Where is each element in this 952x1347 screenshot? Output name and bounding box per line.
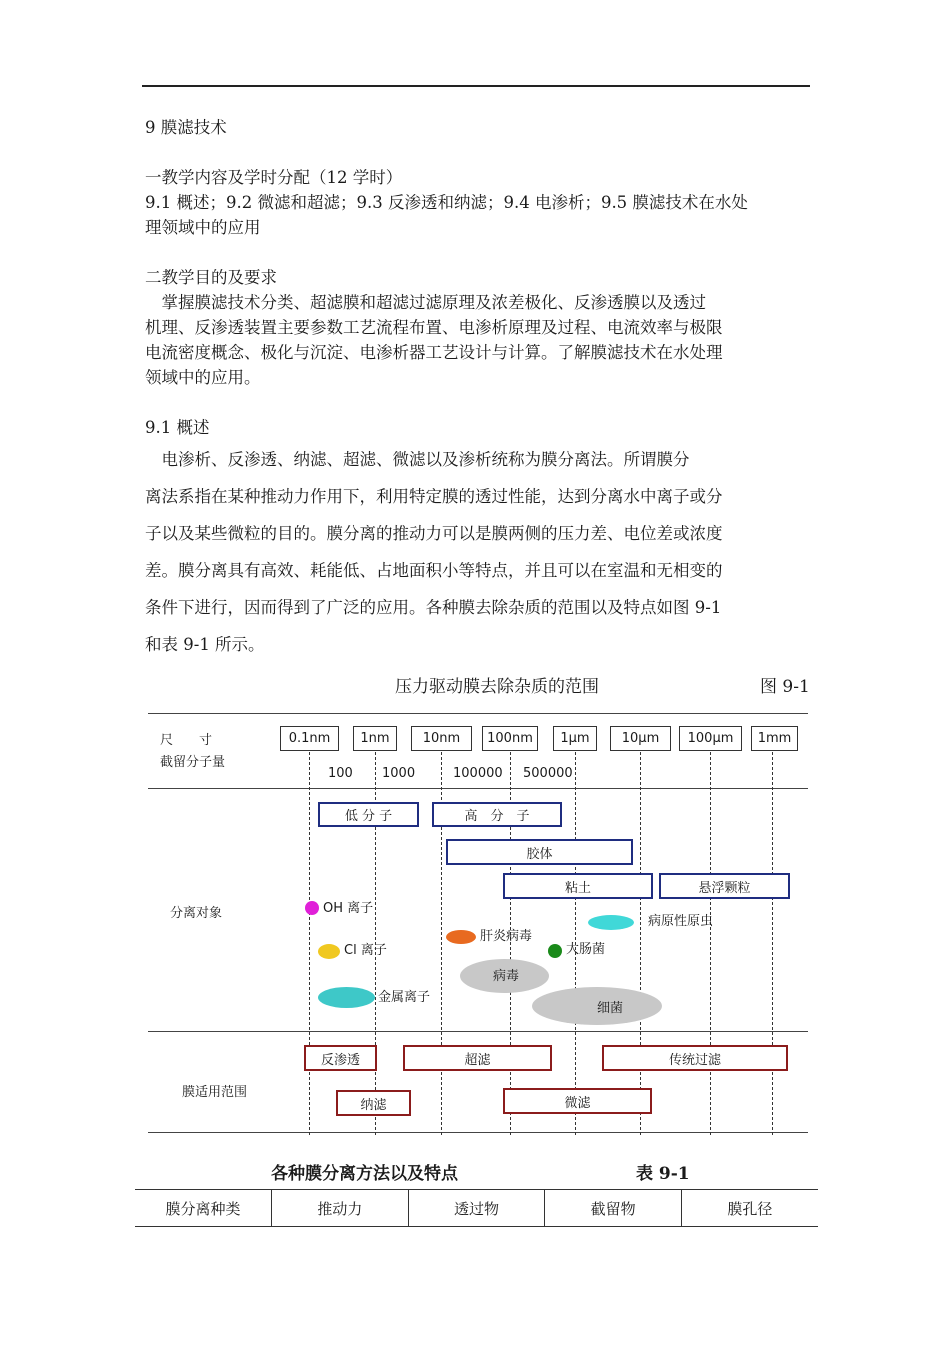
membrane-range-figure <box>145 705 810 1145</box>
text-line: 掌握膜滤技术分类、超滤膜和超滤过滤原理及浓差极化、反渗透膜以及透过 <box>145 293 706 312</box>
section2-heading: 二教学目的及要求 <box>145 268 277 287</box>
oh-ion-label: OH 离子 <box>323 901 374 916</box>
virus-label: 病毒 <box>493 969 520 984</box>
text-line: 和表 9-1 所示。 <box>145 635 265 654</box>
oh-ion-marker <box>305 901 319 915</box>
figure-rule-1 <box>148 788 808 789</box>
section1-body <box>145 190 809 240</box>
figure-top-rule <box>148 713 808 714</box>
chapter-title: 9 膜滤技术 <box>145 118 227 137</box>
table-header-row <box>135 1190 818 1227</box>
nanofiltration-box: 纳滤 <box>336 1090 411 1116</box>
header-cell: 膜分离种类 <box>135 1190 272 1227</box>
figure-bottom-rule <box>148 1132 808 1133</box>
size-10um: 10μm <box>610 726 671 751</box>
microfiltration-box: 微滤 <box>503 1088 652 1114</box>
section1-heading: 一教学内容及学时分配（12 学时） <box>145 168 403 187</box>
conventional-filtration-box: 传统过滤 <box>602 1045 788 1071</box>
table-number: 表 9-1 <box>636 1164 690 1184</box>
section2-body <box>145 290 809 390</box>
text-line: 离法系指在某种推动力作用下，利用特定膜的透过性能，达到分离水中离子或分 <box>145 487 723 506</box>
ultrafiltration-box: 超滤 <box>403 1045 552 1071</box>
reverse-osmosis-box: 反渗透 <box>304 1045 377 1071</box>
figure-number: 图 9-1 <box>760 677 810 697</box>
row-label-size: 尺 寸 <box>160 733 213 748</box>
text-line: 机理、反渗透装置主要参数工艺流程布置、电渗析原理及过程、电流效率与极限 <box>145 318 723 337</box>
header-cell: 截留物 <box>545 1190 682 1227</box>
figure-caption: 压力驱动膜去除杂质的范围 <box>395 677 599 697</box>
ecoli-label: 大肠菌 <box>566 942 606 957</box>
table-title: 各种膜分离方法以及特点 <box>271 1164 458 1184</box>
guide-line <box>772 727 773 1135</box>
header-rule <box>142 85 810 87</box>
guide-line <box>640 727 641 1135</box>
section3-body <box>145 441 809 663</box>
mwco-100: 100 <box>328 766 353 781</box>
guide-line <box>375 727 376 1135</box>
guide-line <box>309 727 310 1135</box>
hepatitis-virus-label: 肝炎病毒 <box>480 929 533 944</box>
figure-rule-2 <box>148 1031 808 1032</box>
text-line: 9.1 概述；9.2 微滤和超滤；9.3 反渗透和纳滤；9.4 电渗析；9.5 膜滤技术在水处 <box>145 193 748 212</box>
size-1um: 1μm <box>553 726 597 751</box>
metal-ion-label: 金属离子 <box>378 990 431 1005</box>
text-line: 子以及某些微粒的目的。膜分离的推动力可以是膜两侧的压力差、电位差或浓度 <box>145 524 723 543</box>
suspended-particle-box: 悬浮颗粒 <box>659 873 790 899</box>
text-line: 电渗析、反渗透、纳滤、超滤、微滤以及渗析统称为膜分离法。所谓膜分 <box>145 450 690 469</box>
text-line: 差。膜分离具有高效、耗能低、占地面积小等特点，并且可以在室温和无相变的 <box>145 561 723 580</box>
hepatitis-virus-marker <box>446 930 476 944</box>
size-1mm: 1mm <box>751 726 798 751</box>
mwco-500000: 500000 <box>523 766 573 781</box>
row-label-objects: 分离对象 <box>170 906 223 921</box>
colloid-box: 胶体 <box>446 839 633 865</box>
text-line: 理领域中的应用 <box>145 218 261 237</box>
row-label-membranes: 膜适用范围 <box>182 1085 248 1100</box>
section3-heading: 9.1 概述 <box>145 418 210 437</box>
high-molecule-box: 高 分 子 <box>432 802 562 827</box>
size-100nm: 100nm <box>482 726 538 751</box>
membrane-table <box>135 1189 818 1227</box>
header-cell: 膜孔径 <box>681 1190 818 1227</box>
pathogen-label: 病原性原虫 <box>648 914 714 929</box>
text-line: 领域中的应用。 <box>145 368 261 387</box>
guide-line <box>575 727 576 1135</box>
mwco-1000: 1000 <box>382 766 416 781</box>
bacteria-label: 细菌 <box>597 1001 624 1016</box>
mwco-100000: 100000 <box>453 766 503 781</box>
pathogen-marker <box>588 915 634 930</box>
guide-line <box>710 727 711 1135</box>
low-molecule-box: 低 分 子 <box>318 802 419 827</box>
metal-ion-marker <box>318 987 375 1008</box>
clay-box: 粘土 <box>503 873 653 899</box>
ecoli-marker <box>548 944 562 958</box>
guide-line <box>441 727 442 1135</box>
cl-ion-marker <box>318 944 340 959</box>
size-0.1nm: 0.1nm <box>280 726 339 751</box>
row-label-mwco: 截留分子量 <box>160 755 226 770</box>
header-cell: 透过物 <box>408 1190 545 1227</box>
text-line: 电流密度概念、极化与沉淀、电渗析器工艺设计与计算。了解膜滤技术在水处理 <box>145 343 723 362</box>
size-10nm: 10nm <box>411 726 472 751</box>
size-1nm: 1nm <box>353 726 397 751</box>
cl-ion-label: Cl 离子 <box>344 943 387 958</box>
text-line: 条件下进行，因而得到了广泛的应用。各种膜去除杂质的范围以及特点如图 9-1 <box>145 598 722 617</box>
header-cell: 推动力 <box>272 1190 409 1227</box>
size-100um: 100μm <box>679 726 742 751</box>
